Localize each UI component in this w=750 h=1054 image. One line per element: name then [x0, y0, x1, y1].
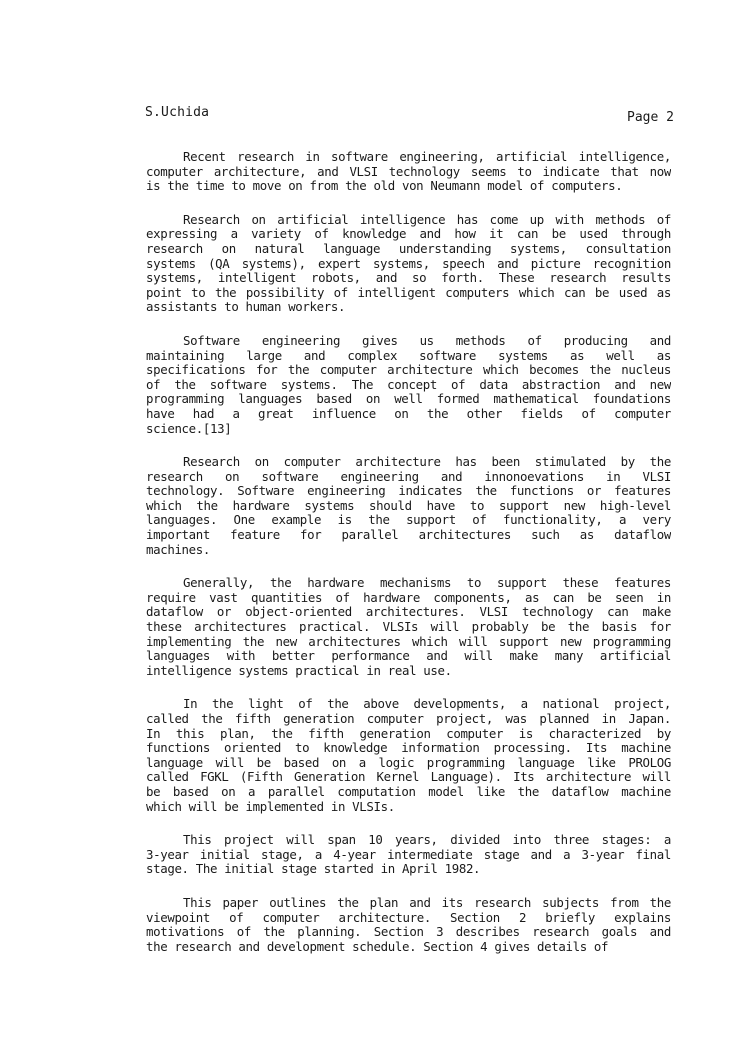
text-line: systems, intelligent robots, and so forth. These research results	[146, 271, 671, 286]
text-line: intelligence systems practical in real use.	[146, 663, 452, 678]
text-line: of the software systems. The concept of data abstraction and new	[146, 377, 671, 392]
text-line: This paper outlines the plan and its research subjects from the	[183, 895, 671, 910]
text-line: which the hardware systems should have to support new high-level	[146, 498, 671, 513]
text-line: Software engineering gives us methods of producing and	[183, 333, 671, 348]
text-line: which will be implemented in VLSIs.	[146, 799, 395, 814]
text-line: implementing the new architectures which will support new programming	[146, 634, 671, 649]
text-line: In the light of the above developments, a national project,	[183, 697, 671, 712]
text-line: Research on computer architecture has been stimulated by the	[183, 455, 671, 470]
text-line: these architectures practical. VLSIs will probably be the basis for	[146, 620, 671, 635]
text-line: languages with better performance and will make many artificial	[146, 649, 671, 664]
text-line: be based on a parallel computation model like the dataflow machine	[146, 784, 671, 799]
text-line: have had a great influence on the other fields of computer	[146, 406, 671, 421]
paragraph	[146, 213, 671, 315]
text-line: dataflow or object-oriented architectures. VLSI technology can make	[146, 605, 671, 620]
paragraph	[146, 833, 671, 877]
text-line: machines.	[146, 542, 210, 557]
text-line: 3-year initial stage, a 4-year intermediate stage and a 3-year final	[146, 847, 671, 862]
body-text	[146, 150, 671, 973]
text-line: is the time to move on from the old von Neumann model of computers.	[146, 179, 623, 194]
text-line: maintaining large and complex software systems as well as	[146, 348, 671, 363]
text-line: research on software engineering and innonoevations in VLSI	[146, 469, 671, 484]
paragraph	[146, 896, 671, 954]
text-line: viewpoint of computer architecture. Section 2 briefly explains	[146, 910, 671, 925]
text-line: Generally, the hardware mechanisms to support these features	[183, 576, 671, 591]
page-number: Page 2	[627, 110, 674, 125]
text-line: technology. Software engineering indicates the functions or features	[146, 484, 671, 499]
text-line: Research on artificial intelligence has come up with methods of	[183, 212, 671, 227]
text-line: computer architecture, and VLSI technology seems to indicate that now	[146, 164, 671, 179]
paragraph	[146, 150, 671, 194]
text-line: motivations of the planning. Section 3 describes research goals and	[146, 925, 671, 940]
text-line: point to the possibility of intelligent computers which can be used as	[146, 285, 671, 300]
paragraph	[146, 455, 671, 557]
text-line: assistants to human workers.	[146, 300, 346, 315]
text-line: called the fifth generation computer project, was planned in Japan.	[146, 712, 671, 726]
paragraph	[146, 576, 671, 678]
text-line: the research and development schedule. Section 4 gives details of	[146, 939, 609, 954]
text-line: stage. The initial stage started in April 1982.	[146, 862, 481, 877]
text-line: language will be based on a logic programming language like PROLOG	[146, 755, 671, 770]
text-line: research on natural language understanding systems, consultation	[146, 241, 671, 256]
text-line: science.[13]	[146, 421, 232, 436]
text-line: functions oriented to knowledge information processing. Its machine	[146, 741, 671, 756]
text-line: programming languages based on well formed mathematical foundations	[146, 392, 671, 407]
text-line: languages. One example is the support of functionality, a very	[146, 513, 671, 528]
text-line: Recent research in software engineering, artificial intelligence,	[183, 150, 671, 164]
text-line: expressing a variety of knowledge and how it can be used through	[146, 227, 671, 242]
paragraph	[146, 334, 671, 436]
text-line: This project will span 10 years, divided into three stages: a	[183, 833, 671, 848]
text-line: systems (QA systems), expert systems, speech and picture recognition	[146, 256, 671, 271]
text-line: specifications for the computer architecture which becomes the nucleus	[146, 363, 671, 378]
text-line: In this plan, the fifth generation computer is characterized by	[146, 726, 671, 741]
text-line: important feature for parallel architectures such as dataflow	[146, 528, 671, 543]
paragraph	[146, 697, 671, 814]
text-line: require vast quantities of hardware components, as can be seen in	[146, 590, 671, 605]
text-line: called FGKL (Fifth Generation Kernel Language). Its architecture will	[146, 770, 671, 785]
author-header: S.Uchida	[145, 105, 210, 120]
